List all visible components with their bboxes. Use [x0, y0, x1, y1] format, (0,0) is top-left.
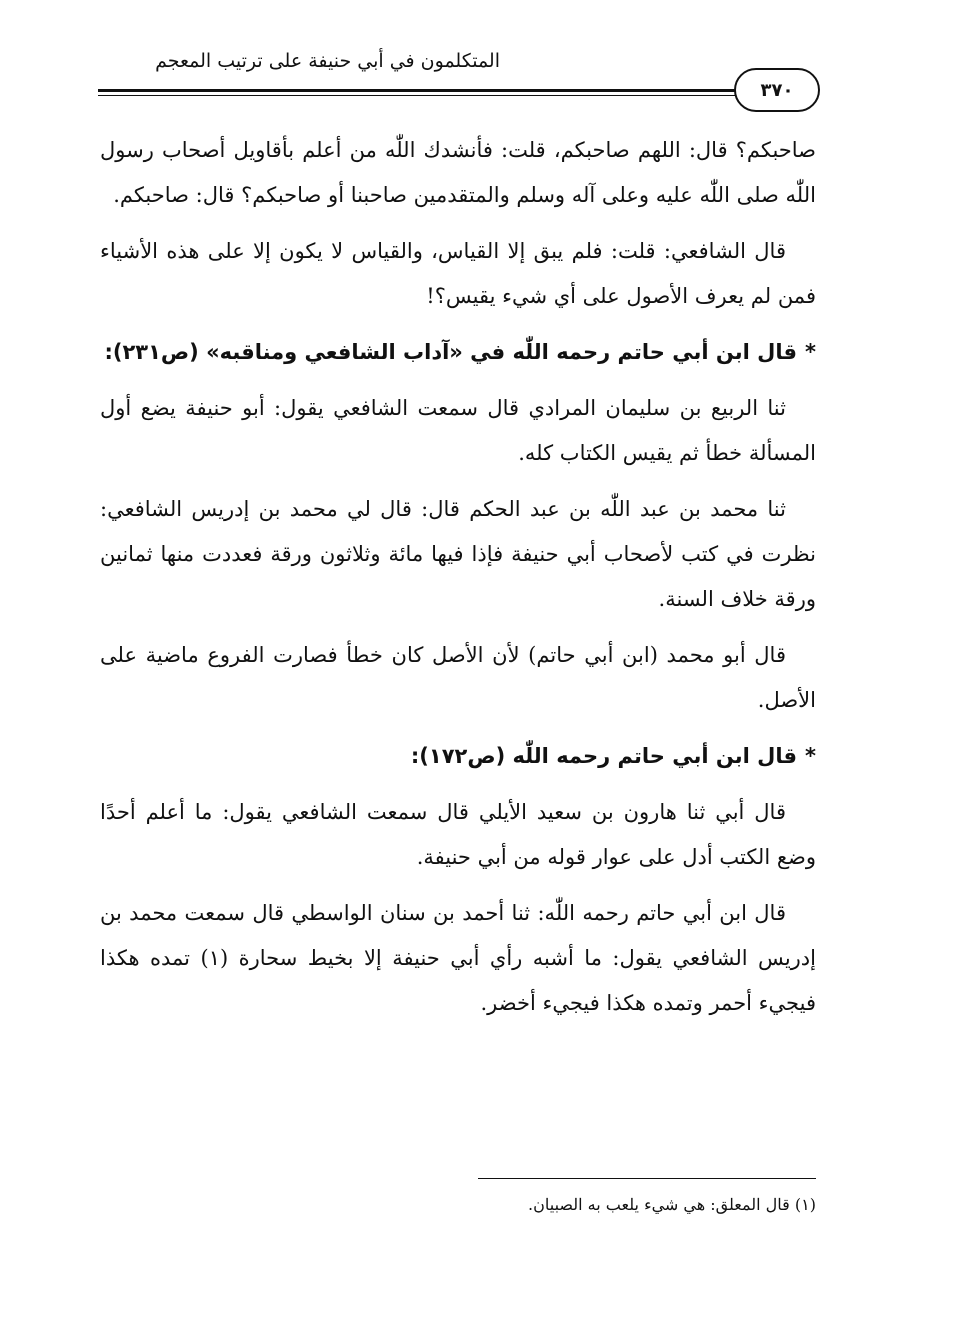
- paragraph: صاحبكم؟ قال: اللهم صاحبكم، قلت: فأنشدك اللّٰه من أعلم بأقاويل أصحاب رسول اللّٰه صلى اللّٰه عليه وعلى آله وسلم والمتقدمين صاحبنا أو صاحبكم؟ قال: صاحبكم.: [100, 138, 816, 207]
- page-number: ٣٧٠: [734, 68, 820, 112]
- star-marker: *: [805, 340, 816, 364]
- footnote: (١) قال المعلق: هي شيء يلعب به الصبيان.: [528, 1195, 816, 1214]
- section-heading-text: قال ابن أبي حاتم رحمه اللّٰه (ص١٧٢):: [410, 744, 798, 768]
- running-header-title: المتكلمون في أبي حنيفة على ترتيب المعجم: [155, 50, 500, 72]
- header-rule-thin: [98, 95, 738, 96]
- paragraph: قال الشافعي: قلت: فلم يبق إلا القياس، والقياس لا يكون إلا على هذه الأشياء فمن لم يعرف الأصول على أي شيء يقيس؟!: [100, 239, 816, 308]
- paragraph: قال ابن أبي حاتم رحمه اللّٰه: ثنا أحمد بن سنان الواسطي قال سمعت محمد بن إدريس الشافعي يقول: ما أشبه رأي أبي حنيفة إلا بخيط سحارة (١) تمده هكذا فيجيء أحمر وتمده هكذا فيجيء أخضر.: [100, 901, 816, 1015]
- paragraph: قال أبي ثنا هارون بن سعيد الأيلي قال سمعت الشافعي يقول: ما أعلم أحدًا وضع الكتب أدل على عوار قوله من أبي حنيفة.: [100, 800, 816, 869]
- body-text: [100, 128, 816, 1037]
- star-marker: *: [805, 744, 816, 768]
- paragraph: قال أبو محمد (ابن أبي حاتم) لأن الأصل كان خطأ فصارت الفروع ماضية على الأصل.: [100, 643, 816, 712]
- paragraph: ثنا محمد بن عبد اللّٰه بن عبد الحكم قال: قال لي محمد بن إدريس الشافعي: نظرت في كتب لأصحاب أبي حنيفة فإذا فيها مائة وثلاثون ورقة فعددت منها ثمانين ورقة خلاف السنة.: [100, 497, 816, 611]
- paragraph: ثنا الربيع بن سليمان المرادي قال سمعت الشافعي يقول: أبو حنيفة يضع أول المسألة خطأ ثم يقيس الكتاب كله.: [100, 396, 816, 465]
- header-rule: [98, 89, 738, 92]
- section-heading: [100, 734, 816, 779]
- section-heading-text: قال ابن أبي حاتم رحمه اللّٰه في «آداب الشافعي ومناقبه» (ص٢٣١):: [104, 340, 798, 364]
- footnote-rule: [478, 1178, 816, 1179]
- section-heading: [100, 330, 816, 375]
